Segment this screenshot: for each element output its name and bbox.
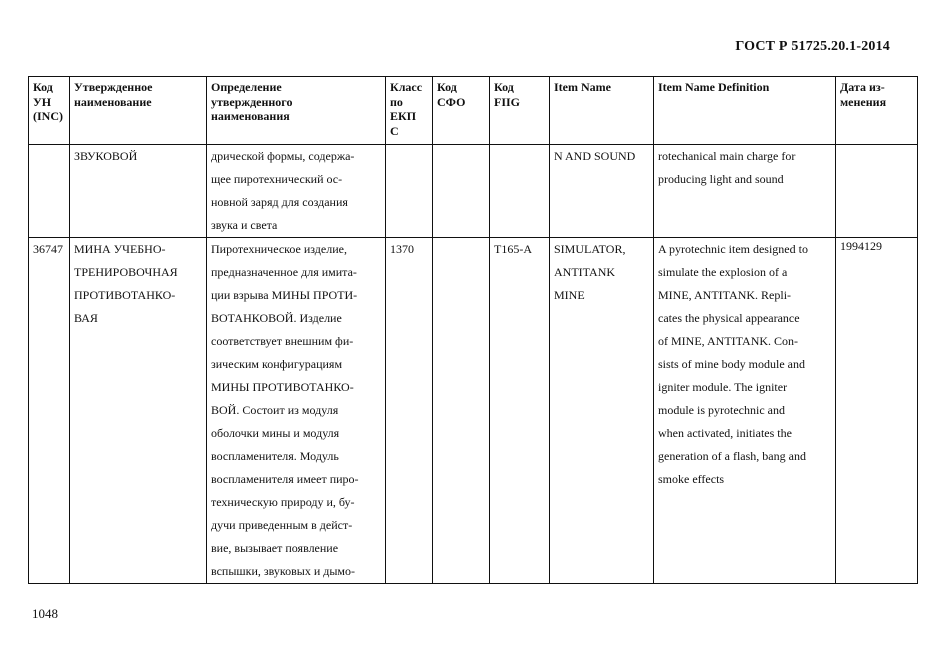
text-line: по — [390, 94, 403, 109]
table-row — [29, 145, 918, 238]
text-line: Дата из- — [840, 80, 885, 94]
text-line: вспышки, звуковых и дымо- — [211, 564, 356, 578]
text-line: ТРЕНИРОВОЧНАЯ — [74, 265, 178, 279]
text-line: МИНА УЧЕБНО- — [74, 242, 166, 256]
text-line: воспламенителя. Модуль — [211, 449, 339, 463]
header-change-date — [836, 77, 918, 145]
header-fiig-code — [490, 77, 550, 145]
text-line: дучи приведенным в дейст- — [211, 518, 353, 532]
text-line: rotechanical main charge for — [658, 149, 796, 163]
text-line: С — [390, 123, 399, 138]
text-line: SIMULATOR, — [554, 242, 626, 256]
text-line: A pyrotechnic item designed to — [658, 242, 808, 256]
text-line: Код — [494, 80, 514, 94]
text-line: Код — [33, 80, 53, 94]
text-line: СФО — [437, 94, 466, 109]
cell-change-date: 1994129 — [836, 238, 918, 584]
header-item-name-definition — [654, 77, 836, 145]
text-line: Item Name — [554, 80, 611, 94]
text-line: ВОТАНКОВОЙ. Изделие — [211, 311, 342, 325]
text-line: producing light and sound — [658, 172, 784, 186]
text-line: ВАЯ — [74, 311, 98, 325]
text-line: ANTITANK — [554, 265, 616, 279]
text-line: of MINE, ANTITANK. Con- — [658, 334, 799, 348]
cell-approved-name — [70, 238, 207, 584]
cell-fiig-code — [490, 145, 550, 238]
cell-sfo-code — [433, 145, 490, 238]
cell-approved-name — [70, 145, 207, 238]
text-line: ции взрыва МИНЫ ПРОТИ- — [211, 288, 358, 302]
text-line: воспламенителя имеет пиро- — [211, 472, 359, 486]
page-number: 1048 — [32, 606, 58, 621]
cell-item-name — [550, 145, 654, 238]
text-line: when activated, initiates the — [658, 426, 792, 440]
header-item-name — [550, 77, 654, 145]
cell-change-date — [836, 145, 918, 238]
text-line: УН — [33, 94, 52, 109]
cell-fiig-code: T165-A — [490, 238, 550, 584]
text-line: соответствует внешним фи- — [211, 334, 354, 348]
text-line: наименование — [74, 94, 152, 109]
text-line: Определение — [211, 80, 282, 94]
cell-item-name-definition — [654, 238, 836, 584]
text-line: зическим конфигурациям — [211, 357, 343, 371]
header-ekps-class — [386, 77, 433, 145]
table-header-row — [29, 77, 918, 145]
text-line: Item Name Definition — [658, 80, 770, 94]
terms-table — [28, 76, 918, 584]
text-line: FIIG — [494, 94, 521, 109]
header-inc — [29, 77, 70, 145]
text-line: наименования — [211, 109, 290, 123]
text-line: ЕКП — [390, 109, 417, 123]
text-line: звука и света — [211, 218, 278, 232]
text-line: дрической формы, содержа- — [211, 149, 355, 163]
text-line: N AND SOUND — [554, 149, 636, 163]
cell-ekps-class — [386, 145, 433, 238]
text-line: щее пиротехнический ос- — [211, 172, 343, 186]
text-line: Класс — [390, 80, 423, 94]
text-line: (INC) — [33, 109, 63, 123]
text-line: Код — [437, 80, 457, 94]
text-line: ПРОТИВОТАНКО- — [74, 288, 176, 302]
text-line: техническую природу и, бу- — [211, 495, 355, 509]
text-line: sists of mine body module and — [658, 357, 805, 371]
table-row — [29, 238, 918, 584]
cell-definition — [207, 238, 386, 584]
text-line: утвержденного — [211, 94, 293, 109]
text-line: igniter module. The igniter — [658, 380, 788, 394]
text-line: MINE — [554, 288, 585, 302]
text-line: предназначенное для имита- — [211, 265, 357, 279]
cell-inc — [29, 145, 70, 238]
cell-ekps-class: 1370 — [386, 238, 433, 584]
text-line: вие, вызывает появление — [211, 541, 339, 555]
cell-item-name — [550, 238, 654, 584]
header-approved-name — [70, 77, 207, 145]
header-sfo-code — [433, 77, 490, 145]
text-line: MINE, ANTITANK. Repli- — [658, 288, 792, 302]
text-line: оболочки мины и модуля — [211, 426, 340, 440]
text-line: smoke effects — [658, 472, 725, 486]
cell-item-name-definition — [654, 145, 836, 238]
text-line: simulate the explosion of a — [658, 265, 788, 279]
text-line: ВОЙ. Состоит из модуля — [211, 403, 339, 417]
text-line: менения — [840, 94, 887, 109]
cell-inc: 36747 — [29, 238, 70, 584]
text-line: Пиротехническое изделие, — [211, 242, 347, 256]
text-line: cates the physical appearance — [658, 311, 800, 325]
cell-sfo-code — [433, 238, 490, 584]
text-line: module is pyrotechnic and — [658, 403, 785, 417]
text-line: generation of a flash, bang and — [658, 449, 806, 463]
text-line: новной заряд для создания — [211, 195, 348, 209]
text-line: МИНЫ ПРОТИВОТАНКО- — [211, 380, 354, 394]
header-definition — [207, 77, 386, 145]
cell-definition — [207, 145, 386, 238]
text-line: ЗВУКОВОЙ — [74, 149, 138, 163]
text-line: Утвержденное — [74, 80, 153, 94]
document-standard-header: ГОСТ Р 51725.20.1-2014 — [735, 39, 890, 54]
